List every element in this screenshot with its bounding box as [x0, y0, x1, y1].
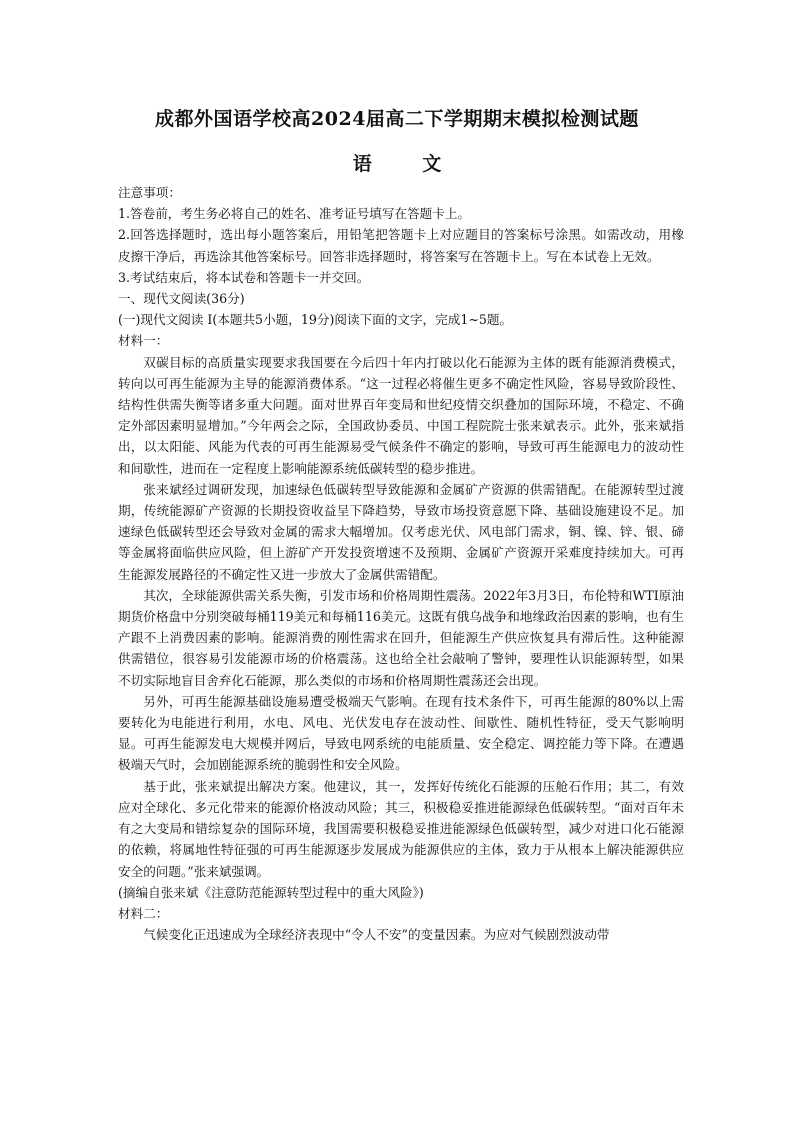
paragraph: 另外，可再生能源基础设施易遭受极端天气影响。在现有技术条件下，可再生能源的80%以上需要转化为电能进行利用，水电、风电、光伏发电存在波动性、间歇性、随机性特征，受天气影响明显。可再生能源发电大规模并网后，导致电网系统的电能质量、安全稳定、调控能力等下降。在遭遇极端天气时，会加剧能源系统的脆弱性和安全风险。 [118, 693, 684, 773]
exam-body [118, 182, 684, 945]
exam-title: 成都外国语学校高2024届高二下学期期末模拟检测试题 [155, 108, 639, 130]
paragraph: 双碳目标的高质量实现要求我国要在今后四十年内打破以化石能源为主体的既有能源消费模式，转向以可再生能源为主导的能源消费体系。“这一过程必将催生更多不确定性风险，容易导致阶段性、结构性供需失衡等诸多重大问题。面对世界百年变局和世纪疫情交织叠加的国际环境，不稳定、不确定外部因素明显增加。”今年两会之际，全国政协委员、中国工程院院士张来斌表示。此外，张来斌指出，以太阳能、风能为代表的可再生能源易受气候条件不确定的影响，导致可再生能源电力的波动性和间歇性，进而在一定程度上影响能源系统低碳转型的稳步推进。 [118, 354, 684, 476]
source-citation: (摘编自张来斌《注意防范能源转型过程中的重大风险》) [118, 884, 424, 900]
note-item: 1.答卷前，考生务必将自己的姓名、准考证号填写在答题卡上。 [118, 206, 471, 222]
paragraph: 张来斌经过调研发现，加速绿色低碳转型导致能源和金属矿产资源的供需错配。在能源转型过渡期，传统能源矿产资源的长期投资收益呈下降趋势，导致市场投资意愿下降、基础设施建设不足。加速绿色低碳转型还会导致对金属的需求大幅增加。仅考虑光伏、风电部门需求，铜、镍、锌、银、碲等金属将面临供应风险，但上游矿产开发投资增速不及预期、金属矿产资源开采难度持续加大。可再生能源发展路径的不确定性又进一步放大了金属供需错配。 [118, 481, 684, 582]
paragraph: 气候变化正迅速成为全球经济表现中“令人不安”的变量因素。为应对气候剧烈波动带 [143, 927, 610, 943]
subsection-heading: (一)现代文阅读 I(本题共5小题，19分)阅读下面的文字，完成1~5题。 [118, 312, 513, 328]
paragraph: 基于此，张来斌提出解决方案。他建议，其一，发挥好传统化石能源的压舱石作用；其二，有效应对全球化、多元化带来的能源价格波动风险；其三，积极稳妥推进能源绿色低碳转型。“面对百年未有之大变局和错综复杂的国际环境，我国需要积极稳妥推进能源绿色低碳转型，减少对进口化石能源的依赖，将属地性特征强的可再生能源逐步发展成为能源供应的主体，致力于从根本上解决能源供应安全的问题。”张来斌强调。 [118, 778, 684, 879]
paragraph: 其次，全球能源供需关系失衡，引发市场和价格周期性震荡。2022年3月3日，布伦特和WTI原油期货价格盘中分别突破每桶119美元和每桶116美元。这既有俄乌战争和地缘政治因素的影响，也有生产跟不上消费因素的影响。能源消费的刚性需求在回升，但能源生产供应恢复具有滞后性。这种能源供需错位，很容易引发能源市场的价格震荡。这也给全社会敲响了警钟，要理性认识能源转型，如果不切实际地盲目舍弃化石能源，那么类似的市场和价格周期性震荡还会出现。 [118, 587, 684, 688]
subject-heading: 语 文 [352, 153, 464, 175]
section-heading: 一、现代文阅读(36分) [118, 291, 245, 307]
material-label: 材料二： [118, 905, 169, 921]
note-item: 2.回答选择题时，选出每小题答案后，用铅笔把答题卡上对应题目的答案标号涂黑。如需改动，用橡皮擦干净后，再选涂其他答案标号。回答非选择题时，将答案写在答题卡上。写在本试卷上无效。 [118, 227, 684, 264]
material-label: 材料一： [118, 333, 169, 349]
notes-header: 注意事项： [118, 185, 181, 200]
note-item: 3.考试结束后，将本试卷和答题卡一并交回。 [118, 269, 370, 285]
